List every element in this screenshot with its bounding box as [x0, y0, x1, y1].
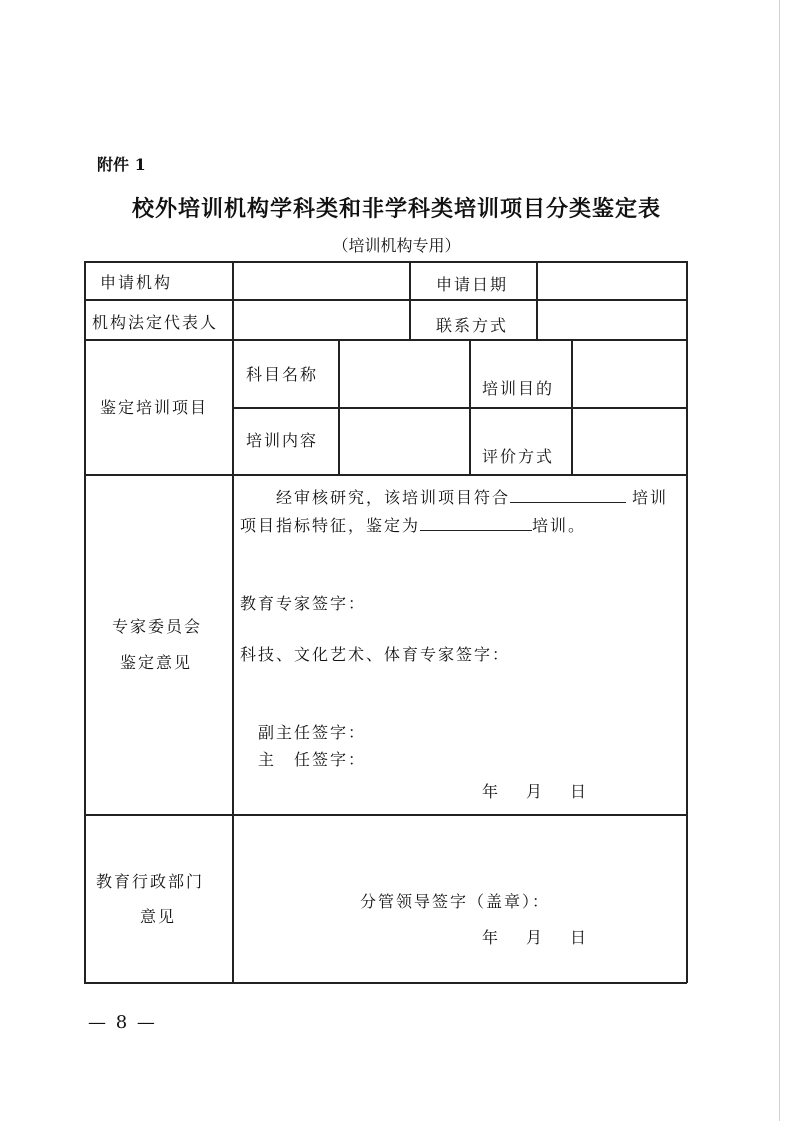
training-goal-field[interactable] — [573, 341, 685, 406]
row-divider — [84, 474, 687, 476]
legal-rep-field[interactable] — [234, 301, 408, 338]
subject-name-field[interactable] — [340, 341, 468, 406]
statement-text: 培训。 — [532, 516, 587, 535]
meets-category-blank[interactable] — [510, 488, 626, 503]
applicant-field[interactable] — [234, 263, 408, 298]
edu-dept-label-line2: 意见 — [140, 907, 177, 926]
tech-expert-sign-label: 科技、文化艺术、体育专家签字： — [240, 645, 511, 664]
attachment-label: 附件 1 — [97, 155, 146, 174]
document-title: 校外培训机构学科类和非学科类培训项目分类鉴定表 — [131, 196, 661, 222]
training-goal-label: 培训目的 — [482, 379, 555, 398]
column-divider — [409, 261, 411, 339]
column-divider — [232, 261, 234, 983]
legal-rep-label: 机构法定代表人 — [92, 313, 219, 332]
leader-sign-label: 分管领导签字（盖章）： — [360, 892, 551, 911]
applicant-label: 申请机构 — [100, 273, 173, 292]
document-subtitle: （培训机构专用） — [332, 236, 461, 255]
statement-text: 项目指标特征，鉴定为 — [240, 516, 421, 535]
expert-committee-label-line2: 鉴定意见 — [120, 653, 193, 672]
table-border-bottom — [84, 982, 687, 984]
statement-text: 培训 — [632, 488, 669, 507]
contact-field[interactable] — [538, 301, 685, 338]
expert-statement-line1 — [276, 485, 668, 508]
evaluation-field[interactable] — [573, 409, 685, 473]
evaluation-label: 评价方式 — [482, 447, 555, 466]
table-border-right — [686, 261, 688, 983]
table-border-left — [84, 261, 86, 983]
subject-name-label: 科目名称 — [246, 365, 319, 384]
project-label: 鉴定培训项目 — [100, 398, 209, 417]
classified-as-blank[interactable] — [420, 516, 532, 531]
page-number: — 8 — — [88, 1012, 157, 1033]
apply-date-label: 申请日期 — [436, 275, 509, 294]
training-content-field[interactable] — [340, 409, 468, 473]
vice-director-sign-label: 副主任签字： — [258, 723, 367, 742]
expert-date-line: 年 月 日 — [482, 782, 593, 801]
director-sign-label: 主 任签字： — [258, 750, 367, 769]
edu-expert-sign-label: 教育专家签字： — [240, 594, 367, 613]
expert-statement-line2 — [240, 513, 586, 536]
classification-form-table — [84, 261, 687, 983]
apply-date-field[interactable] — [538, 263, 685, 298]
row-divider — [84, 814, 687, 816]
statement-text: 经审核研究，该培训项目符合 — [276, 488, 511, 507]
contact-label: 联系方式 — [436, 316, 509, 335]
training-content-label: 培训内容 — [246, 431, 319, 450]
edu-dept-date-line: 年 月 日 — [482, 928, 593, 947]
scan-edge-line — [779, 0, 780, 1121]
expert-committee-label-line1: 专家委员会 — [112, 617, 203, 636]
column-divider — [469, 339, 471, 474]
edu-dept-label-line1: 教育行政部门 — [96, 872, 205, 891]
